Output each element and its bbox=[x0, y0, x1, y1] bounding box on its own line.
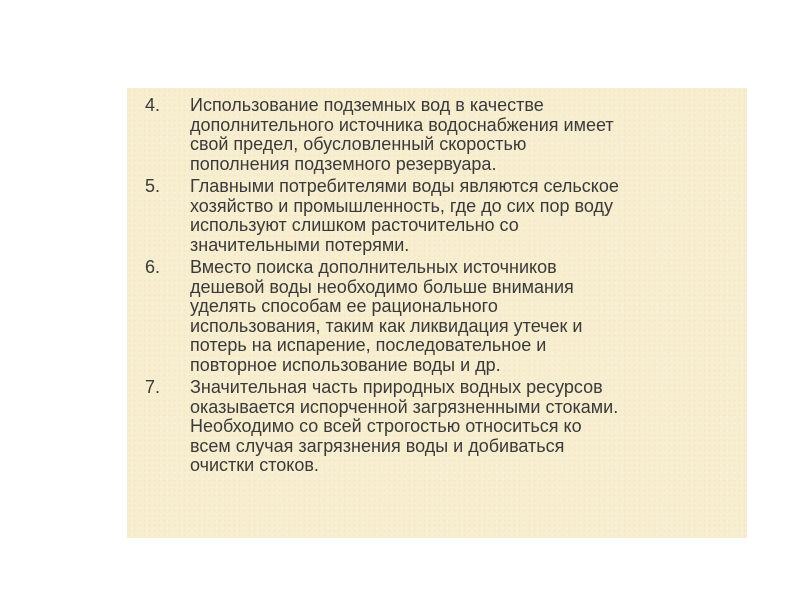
text-line: использования, таким как ликвидация утечек и bbox=[190, 315, 583, 336]
text-line: Вместо поиска дополнительных источников bbox=[190, 257, 557, 277]
text-line: Необходимо со всей строгостью относиться ко bbox=[190, 416, 582, 436]
text-line: хозяйство и промышленность, где до сих пор воду bbox=[190, 195, 613, 216]
text-line: Значительная часть природных водных ресурсов bbox=[190, 377, 603, 397]
numbered-list bbox=[145, 96, 735, 479]
item-text bbox=[190, 378, 735, 476]
text-line: Главными потребителями воды являются сельское bbox=[190, 176, 619, 196]
list-item-5 bbox=[145, 177, 735, 255]
item-number: 5. bbox=[145, 176, 161, 196]
slide-panel bbox=[127, 88, 747, 538]
text-line: дополнительного источника водоснабжения имеет bbox=[190, 114, 614, 135]
item-number: 6. bbox=[145, 257, 161, 277]
list-item-7 bbox=[145, 378, 735, 476]
item-number: 7. bbox=[145, 377, 161, 397]
text-line: потерь на испарение, последовательное и bbox=[190, 335, 547, 355]
item-text bbox=[190, 96, 735, 174]
text-line: значительными потерями. bbox=[190, 234, 410, 255]
text-line: Использование подземных вод в качестве bbox=[190, 95, 544, 115]
text-line: очистки стоков. bbox=[190, 455, 319, 475]
list-item-6 bbox=[145, 258, 735, 375]
list-item-4 bbox=[145, 96, 735, 174]
text-line: оказывается испорченной загрязненными стоками. bbox=[190, 396, 619, 417]
text-line: свой предел, обусловленный скоростью bbox=[190, 134, 527, 154]
text-line: всем случая загрязнения воды и добиваться bbox=[190, 435, 565, 456]
text-line: пополнения подземного резервуара. bbox=[190, 153, 497, 174]
item-number: 4. bbox=[145, 95, 161, 115]
item-text bbox=[190, 177, 735, 255]
text-line: дешевой воды необходимо больше внимания bbox=[190, 276, 574, 297]
text-line: повторное использование воды и др. bbox=[190, 354, 501, 375]
text-line: уделять способам ее рационального bbox=[190, 296, 498, 316]
item-text bbox=[190, 258, 735, 375]
text-line: используют слишком расточительно со bbox=[190, 215, 519, 235]
